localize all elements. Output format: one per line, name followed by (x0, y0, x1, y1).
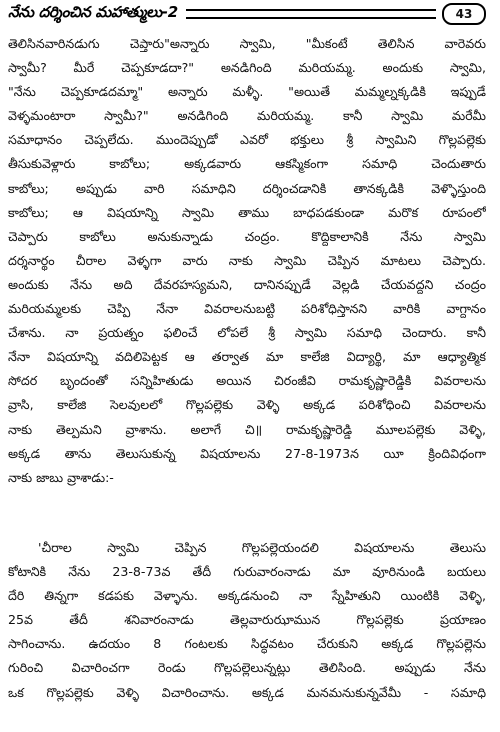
text-line: వ్రాసి, కాలేజి సెలవులలో గొల్లపల్లెకు వెళ్ళి అక్కడ పరిశోధించి వివరాలను (8, 397, 486, 413)
text-line: దేరి తిన్నగా కడపకు వెళ్ళాను. అక్కడనుంచి నా స్నేహితుని యింటికి వెళ్ళి, (8, 588, 486, 604)
text-line: కాబోలు; అప్పుడు వారి సమాధిని దర్శించడానికి తానక్కడికి వెళ్ళొస్తుంది (8, 180, 486, 196)
text-line: కాబోలు; ఆ విషయాన్ని స్వామి తాము బాధపడకుండా మరొక రూపంలో (8, 204, 486, 220)
text-line: దర్శనార్థం చీరాల వెళ్ళగా వారు నాకు స్వామి చెప్పిన మాటలు చెప్పారు. (8, 252, 486, 268)
text-line: సాగించాను. ఉదయం 8 గంటలకు సిద్ధవటం చేరుకుని అక్కడ గొల్లపల్లెను (8, 636, 486, 652)
text-line: వెళ్ళమంటారా స్వామీ?" అనడిగింది మరియమ్మ. కానీ స్వామి మరేమీ (8, 108, 486, 124)
paragraph-2 (8, 536, 486, 705)
text-line: అక్కడ తాను తెలుసుకున్న విషయాలను 27-8-1973న యీ క్రిందివిధంగా (8, 445, 486, 461)
page-number: 43 (442, 3, 486, 25)
text-line: 'చీరాల స్వామి చెప్పిన గొల్లపల్లెయందలి విషయాలను తెలుసు (38, 540, 486, 555)
text-line: అందుకు నేను అది దేవరహస్యమని, దానినప్పుడే వెల్లడి చేయవద్దని చంద్రం (8, 276, 486, 292)
text-line: 25వ తేదీ శనివారంనాడు తెల్లవారుఝామున గొల్లపల్లెకు ప్రయాణం (8, 612, 486, 628)
text-line: చేశాను. నా ప్రయత్నం ఫలించే లోపలే శ్రీ స్వామి సమాధి చెందారు. కానీ (8, 325, 486, 341)
text-line: స్వామీ? మీరే చెప్పకూడదా?" అనడిగింది మరియమ్మ. అందుకు స్వామి, (8, 60, 486, 76)
paragraph-1 (8, 32, 486, 490)
text-line: "నేను చెప్పకూడదమ్మా" అన్నారు మళ్ళీ. "అయితే మమ్మల్నక్కడికి ఇప్పుడే (8, 84, 486, 100)
text-line: నాకు జాబు వ్రాశాడు:- (8, 469, 114, 485)
running-title: నేను దర్శించిన మహాత్ములు-2 (8, 3, 178, 21)
header-double-rule (186, 9, 436, 19)
text-line: ఒక గొల్లపల్లెకు వెళ్ళి విచారించాను. అక్కడ మనమనుకున్నవేమీ - సమాధి (8, 684, 486, 700)
text-line: చెప్పారు కాబోలు అనుకున్నాడు చంద్రం. కొద్దికాలానికి నేను స్వామి (8, 228, 486, 244)
text-line: సోదర బృందంతో సన్నిహితుడు అయిన చిరంజీవి రామకృష్ణారెడ్డికి వివరాలను (8, 373, 486, 389)
text-line: సమాధానం చెప్పలేదు. ముందెప్పుడో ఎవరో భక్తులు శ్రీ స్వామిని గొల్లపల్లెకు (8, 132, 486, 148)
text-line: గురించి విచారించగా రెండు గొల్లపల్లెలున్నట్లు తెలిసింది. అప్పుడు నేను (8, 660, 486, 676)
running-header (8, 0, 486, 28)
text-line: తీసుకువెళ్లారు కాబోలు; అక్కడవారు ఆకస్మికంగా సమాధి చెందుతారు (8, 156, 486, 172)
text-line: కోటానికి నేను 23-8-73వ తేదీ గురువారంనాడు మా వూరినుండి బయలు (8, 564, 486, 580)
text-line: మరియమ్మలకు చెప్పి నేనా వివరాలనుబట్టి పరిశోధిస్తానని వారికి వాగ్దానం (8, 301, 486, 317)
text-line: నాకు తెల్పమని వ్రాశాను. అలాగే చి॥ రామకృష్ణారెడ్డి మూలపల్లెకు వెళ్ళి, (8, 421, 486, 437)
text-line: నేనా విషయాన్ని వదిలిపెట్టక ఆ తర్వాత మా కాలేజి విద్యార్థి, మా ఆధ్యాత్మిక (8, 349, 486, 365)
text-line: తెలిసినవారినడుగు చెప్తారు"అన్నారు స్వామి, "మీకంటే తెలిసిన వారెవరు (8, 36, 486, 51)
